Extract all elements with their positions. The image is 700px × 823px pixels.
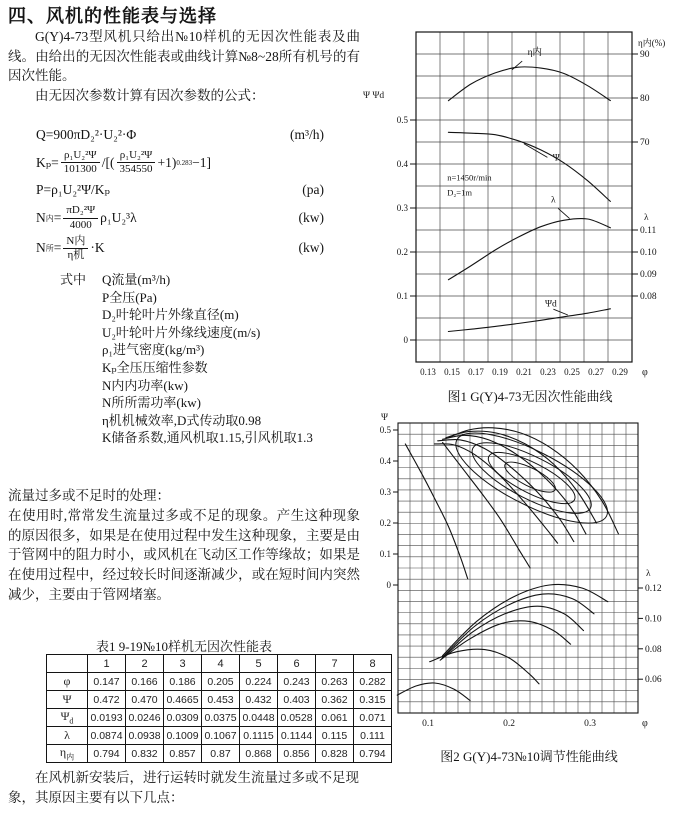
intro-paragraph-2: 由无因次参数计算有因次参数的公式： — [35, 87, 265, 103]
chart-tick-label: 0.5 — [396, 115, 408, 125]
chart-tick-label: Ψd — [545, 299, 557, 310]
table-cell: 0.0375 — [202, 709, 240, 727]
chart-tick-label: φ — [642, 718, 648, 729]
curve-surge-limit-line — [405, 444, 467, 579]
chart-tick-label: 0.12 — [645, 584, 662, 594]
table-caption: 表1 9-19№10样机无因次性能表 — [96, 639, 272, 654]
where-item: ρ₁进气密度(kg/m³) — [102, 342, 205, 358]
where-item: Q流量(m³/h) — [102, 272, 171, 287]
chart-tick-label: λ — [551, 195, 556, 206]
chart-tick-label: φ — [642, 367, 648, 378]
chart-tick-label: 0.09 — [640, 270, 657, 280]
table-column-header: 4 — [202, 655, 240, 673]
table-cell: 0.794 — [354, 745, 392, 763]
table-column-header: 7 — [316, 655, 354, 673]
where-item: Kₚ全压压缩性参数 — [102, 359, 208, 375]
table-cell: 0.243 — [278, 673, 316, 691]
fig2-regulation-performance-chart — [360, 410, 698, 732]
where-item: K储备系数,通风机取1.15,引风机取1.3 — [102, 430, 313, 446]
table-cell: 0.0246 — [126, 709, 164, 727]
page-title: 四、风机的性能表与选择 — [8, 6, 217, 26]
table-column-header: 6 — [278, 655, 316, 673]
closing-section — [8, 768, 360, 808]
table-cell: 0.856 — [278, 745, 316, 763]
table-cell: 0.857 — [164, 745, 202, 763]
chart-tick-label: 0.15 — [444, 367, 460, 377]
curve-lambda-curve-6 — [397, 683, 470, 701]
table-cell: 0.061 — [316, 709, 354, 727]
table-row — [47, 709, 392, 727]
chart-tick-label: 0.08 — [640, 292, 657, 302]
chart-tick-label: 0.29 — [612, 367, 628, 377]
table-cell: 0.0874 — [88, 727, 126, 745]
formula-n-required: N 所 = $\frac{\text{N内}}{\text{η机}}$ ·K (kw) — [36, 234, 324, 261]
table-cell: 0.794 — [88, 745, 126, 763]
table-column-header: 3 — [164, 655, 202, 673]
table-row-label: Ψ — [47, 691, 88, 709]
where-item: P全压(Pa) — [102, 289, 157, 305]
chart-tick-label: 80 — [640, 94, 650, 104]
table-cell: 0.362 — [316, 691, 354, 709]
chart-tick-label: 0.4 — [396, 159, 408, 169]
fig1-dimensionless-performance-chart — [361, 22, 699, 380]
chart-tick-label: 0.11 — [640, 226, 657, 236]
table-cell: 0.432 — [240, 691, 278, 709]
formula-kp: Kₚ= $\frac{\text{ρ₁U₂²Ψ}}{101300}$ /[( $\frac{\text{ρ₁U₂²Ψ}}{354550}$ +1) 0.283 −1] — [36, 149, 211, 176]
table-cell: 0.147 — [88, 673, 126, 691]
chart-tick-label: 0.21 — [516, 367, 532, 377]
chart-tick-label: 0.3 — [379, 487, 391, 497]
table-row-label: λ — [47, 727, 88, 745]
symbol-definition-section — [60, 271, 362, 447]
chart-tick-label: η内(%) — [638, 38, 666, 48]
table-cell: 0.186 — [164, 673, 202, 691]
chart-tick-label: 0.2 — [503, 719, 515, 729]
table-cell: 0.315 — [354, 691, 392, 709]
table-cell: 0.1009 — [164, 727, 202, 745]
chart-tick-label: 0.1 — [379, 549, 391, 559]
where-item: η机机械效率,D式传动取0.98 — [102, 412, 262, 428]
chart-tick-label: 0.19 — [492, 367, 508, 377]
chart-tick-label: Ψ Ψd — [363, 91, 385, 101]
curve-psi-curve-2 — [446, 431, 597, 523]
chart-tick-label: 0.10 — [645, 614, 662, 625]
chart-tick-label: D₂=1m — [447, 187, 472, 198]
table-cell: 0.472 — [88, 691, 126, 709]
figure-1 — [361, 22, 699, 405]
curve-Ψd — [448, 309, 610, 332]
flow-heading: 流量过多或不足时的处理： — [8, 488, 170, 503]
table-column-header: 2 — [126, 655, 164, 673]
formula-block — [36, 124, 324, 265]
chart-tick-label: 0.2 — [396, 247, 408, 257]
table-cell: 0.166 — [126, 673, 164, 691]
table-row-label: φ — [47, 673, 88, 691]
chart-tick-label: n=1450r/min — [447, 172, 492, 183]
chart-tick-label: 0.23 — [540, 367, 556, 377]
table-cell: 0.0448 — [240, 709, 278, 727]
intro-paragraph-1: G(Y)4-73型风机只给出№10样机的无因次性能表及曲线。由给出的无因次性能表或曲线计算№8~28所有机号的有因次性能。 — [8, 29, 360, 83]
formula-n-internal: N 内 = $\frac{\text{πD₂²Ψ}}{4000}$ ρ₁U₂³λ (kw) — [36, 204, 324, 231]
table-cell: 0.0528 — [278, 709, 316, 727]
table-cell: 0.0938 — [126, 727, 164, 745]
figure-2 — [360, 410, 698, 765]
curve-lambda-curve-1 — [443, 584, 608, 655]
closing-paragraph: 在风机新安装后，进行运转时就发生流量过多或不足现象，其原因主要有以下几点： — [8, 770, 359, 805]
where-item: N内内功率(kw) — [102, 377, 188, 393]
table-cell: 0.0193 — [88, 709, 126, 727]
table-cell: 0.1067 — [202, 727, 240, 745]
table-cell: 0.224 — [240, 673, 278, 691]
table-column-header: 8 — [354, 655, 392, 673]
chart-tick-label: Ψ — [380, 413, 388, 423]
chart-tick-label: 0.3 — [584, 719, 596, 729]
table-cell: 0.4665 — [164, 691, 202, 709]
efficiency-contour — [445, 416, 619, 540]
table-row — [47, 727, 392, 745]
curve-psi-curve-3 — [443, 435, 586, 534]
table-cell: 0.111 — [354, 727, 392, 745]
curve-η内 — [448, 67, 610, 101]
chart-tick-label: 0.4 — [379, 456, 391, 466]
formula-q: Q=900πD₂²·U₂²·Φ (m³/h) — [36, 127, 324, 142]
table-cell: 0.828 — [316, 745, 354, 763]
chart-tick-label: 0.10 — [640, 248, 657, 258]
table-corner-cell — [47, 655, 88, 673]
fig1-caption: 图1 G(Y)4-73无因次性能曲线 — [447, 389, 613, 404]
chart-tick-label: 0.1 — [396, 291, 408, 301]
chart-tick-label: 0.13 — [420, 367, 436, 377]
table-row — [47, 691, 392, 709]
performance-table — [46, 654, 392, 763]
chart-tick-label: 0.08 — [645, 644, 662, 655]
table-cell: 0.868 — [240, 745, 278, 763]
chart-tick-label: 0.06 — [645, 675, 662, 686]
table-row-label: $\Psi_d$ — [47, 709, 88, 727]
chart-tick-label: 0.25 — [564, 367, 580, 377]
chart-tick-label: 0.5 — [379, 425, 391, 435]
where-label: 式中 — [60, 272, 87, 287]
table-cell: 0.205 — [202, 673, 240, 691]
chart-tick-label: 0.2 — [379, 518, 391, 528]
table-cell: 0.115 — [316, 727, 354, 745]
table-cell: 0.832 — [126, 745, 164, 763]
chart-tick-label: 0 — [403, 335, 408, 345]
flow-body: 在使用时,常常发生流量过多或不足的现象。产生这种现象的原因很多，如果是在使用过程中发生这种现象，主要是由于管网中的阻力时小，或风机在飞动区工作等缘故；如果是在使用过程中，经过较长时间逐渐减少，或在短时间内突然减少，主要由于管网堵塞。 — [8, 507, 360, 602]
where-item: D₂叶轮叶片外缘直径(m) — [102, 307, 239, 323]
where-list — [102, 271, 362, 447]
table-cell: 0.263 — [316, 673, 354, 691]
intro-section — [8, 27, 360, 105]
table-cell: 0.403 — [278, 691, 316, 709]
chart-tick-label: η内 — [527, 47, 543, 58]
fig2-caption: 图2 G(Y)4-73№10调节性能曲线 — [440, 749, 618, 764]
table-column-header: 5 — [240, 655, 278, 673]
table-cell: 0.87 — [202, 745, 240, 763]
table-row — [47, 745, 392, 763]
table-cell: 0.1115 — [240, 727, 278, 745]
chart-tick-label: λ — [644, 213, 649, 223]
chart-tick-label: 0 — [386, 580, 391, 590]
where-item: N所所需功率(kw) — [102, 395, 201, 411]
table-column-header: 1 — [88, 655, 126, 673]
chart-tick-label: 90 — [640, 50, 650, 60]
where-item: U₂叶轮叶片外缘线速度(m/s) — [102, 324, 261, 340]
table-cell: 0.0309 — [164, 709, 202, 727]
curve-boundary-line — [443, 442, 531, 568]
table-cell: 0.1144 — [278, 727, 316, 745]
table-cell: 0.453 — [202, 691, 240, 709]
chart-tick-label: Ψ — [552, 153, 560, 164]
curve-λ — [448, 219, 610, 280]
chart-tick-label: 70 — [640, 138, 650, 148]
chart-tick-label: λ — [646, 569, 651, 579]
flow-handling-section — [8, 486, 360, 605]
chart-tick-label: 0.3 — [396, 203, 408, 213]
table-row — [47, 673, 392, 691]
table-cell: 0.470 — [126, 691, 164, 709]
table-cell: 0.282 — [354, 673, 392, 691]
chart-tick-label: 0.27 — [588, 367, 604, 377]
curve-Ψ — [448, 132, 610, 201]
chart-tick-label: 0.17 — [468, 367, 484, 377]
table-row-label: $\eta_内$ — [47, 745, 88, 763]
formula-p: P=ρ₁U₂²Ψ/Kₚ (pa) — [36, 182, 324, 198]
chart-tick-label: 0.1 — [422, 719, 434, 729]
table-cell: 0.071 — [354, 709, 392, 727]
